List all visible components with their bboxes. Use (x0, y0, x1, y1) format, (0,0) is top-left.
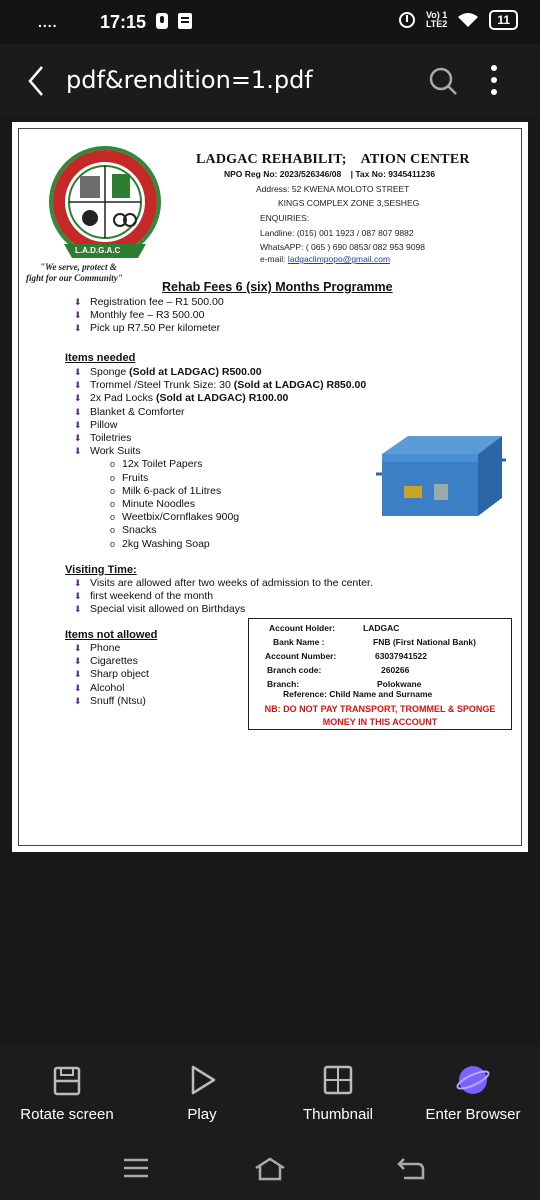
whatsapp: WhatsAPP: ( 065 ) 690 0853/ 082 953 9098 (260, 242, 425, 252)
npo-tax-line: NPO Reg No: 2023/526346/08 | Tax No: 9345411236 (224, 169, 436, 179)
list-item: ⬇ Sponge (Sold at LADGAC) R500.00 (68, 366, 366, 379)
list-item: ⬇ first weekend of the month (68, 590, 373, 603)
sub-list-item: o 2kg Washing Soap (100, 538, 366, 551)
slogan-line-2: fight for our Community" (26, 273, 123, 283)
list-item: ⬇ Toiletries (68, 432, 366, 445)
alarm-icon (398, 11, 416, 29)
holder-row: Account Holder: LADGAC (269, 623, 400, 633)
list-item: ⬇ Blanket & Comforter (68, 406, 366, 419)
battery-indicator (489, 10, 518, 30)
email-label: e-mail: (260, 254, 288, 264)
warning-line-2: MONEY IN THIS ACCOUNT (322, 717, 438, 727)
fees-list (68, 296, 224, 336)
network-type (426, 11, 447, 29)
sub-list-item: o 12x Toilet Papers (100, 458, 366, 471)
rotate-icon (52, 1064, 82, 1096)
visiting-list (68, 577, 373, 617)
bottom-toolbar (0, 1046, 540, 1142)
list-item: ⬇ Monthly fee – R3 500.00 (68, 309, 224, 322)
visiting-time-title: Visiting Time: (65, 564, 137, 576)
list-item: ⬇ Visits are allowed after two weeks of admission to the center. (68, 577, 373, 590)
browser-planet-icon (455, 1062, 491, 1098)
viewer-header (0, 44, 540, 118)
list-item: ⬇ Snuff (Ntsu) (68, 695, 149, 708)
more-options-icon[interactable] (490, 64, 498, 96)
bank-row: Bank Name : FNB (First National Bank) (273, 637, 476, 647)
landline: Landline: (015) 001 1923 / 087 807 9882 (260, 228, 414, 238)
clock: 17:15 (100, 12, 147, 32)
list-item: ⬇ Phone (68, 642, 149, 655)
items-not-allowed-title: Items not allowed (65, 629, 158, 641)
sub-list-item: o Weetbix/Cornflakes 900g (100, 511, 366, 524)
search-icon[interactable] (428, 66, 458, 96)
list-item: ⬇ Cigarettes (68, 655, 149, 668)
message-icon (177, 12, 193, 30)
items-needed-list (68, 366, 366, 551)
sub-list-item: o Snacks (100, 524, 366, 537)
list-item: ⬇ Registration fee – R1 500.00 (68, 296, 224, 309)
logo-banner-text: L.A.D.G.A.C (75, 246, 121, 255)
email-line (260, 254, 390, 264)
network-label: Vo) 1 LTE2 (425, 10, 448, 29)
branch-code-row: Branch code: 260266 (267, 665, 410, 675)
items-needed-title: Items needed (65, 352, 136, 364)
list-item: ⬇ 2x Pad Locks (Sold at LADGAC) R100.00 (68, 392, 366, 405)
list-item: ⬇ Pillow (68, 419, 366, 432)
list-item: ⬇ Sharp object (68, 668, 149, 681)
not-allowed-list (68, 642, 149, 708)
wifi-icon (457, 12, 479, 28)
fees-title: Rehab Fees 6 (six) Months Programme (162, 280, 393, 294)
thumbnail-button[interactable] (273, 1060, 403, 1123)
system-nav-bar (0, 1142, 540, 1200)
sub-list-item: o Fruits (100, 472, 366, 485)
branch-row: Branch: Polokwane (267, 679, 422, 689)
steel-trunk-image (374, 430, 506, 522)
home-icon[interactable] (254, 1156, 286, 1182)
battery-level: 11 (497, 13, 510, 27)
play-button[interactable] (137, 1060, 267, 1123)
sub-list-item: o Milk 6-pack of 1Litres (100, 485, 366, 498)
email-link[interactable]: ladgaclimpopo@gmail.com (287, 254, 391, 264)
play-icon (187, 1064, 217, 1096)
signal-indicator: .... (38, 14, 58, 30)
slogan-line-1: "We serve, protect & (40, 262, 117, 272)
list-item: ⬇ Alcohol (68, 682, 149, 695)
back-arrow-icon[interactable] (26, 64, 46, 98)
reference-row: Reference: Child Name and Surname (283, 689, 433, 699)
address-line-2: KINGS COMPLEX ZONE 3,SESHEG (278, 198, 420, 208)
pdf-page[interactable] (12, 122, 528, 852)
warning-note (249, 703, 511, 729)
rotate-screen-button[interactable] (2, 1060, 132, 1123)
sub-list-item: o Minute Noodles (100, 498, 366, 511)
thumbnail-label: Thumbnail (302, 1106, 374, 1123)
list-item: ⬇ Trommel /Steel Trunk Size: 30 (Sold at LADGAC) R850.00 (68, 379, 366, 392)
list-item: ⬇ Special visit allowed on Birthdays (68, 603, 373, 616)
recent-apps-icon[interactable] (122, 1156, 150, 1180)
slogan (26, 262, 176, 284)
address-line-1: Address: 52 KWENA MOLOTO STREET (256, 184, 410, 194)
org-name: LADGAC REHABILIT; ATION CENTER (196, 152, 470, 167)
back-nav-icon[interactable] (396, 1156, 426, 1182)
thumbnail-icon (323, 1065, 353, 1095)
enquiries-label: ENQUIRIES: (260, 213, 310, 223)
list-item: ⬇ Pick up R7.50 Per kilometer (68, 322, 224, 335)
play-label: Play (187, 1106, 217, 1123)
rotate-screen-label: Rotate screen (20, 1106, 114, 1123)
microphone-icon (155, 12, 169, 30)
account-number-row: Account Number: 63037941522 (265, 651, 428, 661)
list-item: ⬇ Work Suits o 12x Toilet Papers o Fruits o Milk 6-pack of 1Litres o Minute Noodles o Weetbix/Cornflakes 900g o Snacks o 2kg Washing Soap (68, 445, 366, 551)
work-suit-sub-list (100, 458, 366, 550)
document-title: pdf&rendition=1.pdf (66, 66, 313, 94)
warning-line-1: NB: DO NOT PAY TRANSPORT, TROMMEL & SPONGE (264, 704, 496, 714)
enter-browser-label: Enter Browser (425, 1106, 521, 1123)
status-bar (0, 0, 540, 44)
enter-browser-button[interactable] (408, 1060, 538, 1123)
bank-details-box (248, 618, 512, 730)
